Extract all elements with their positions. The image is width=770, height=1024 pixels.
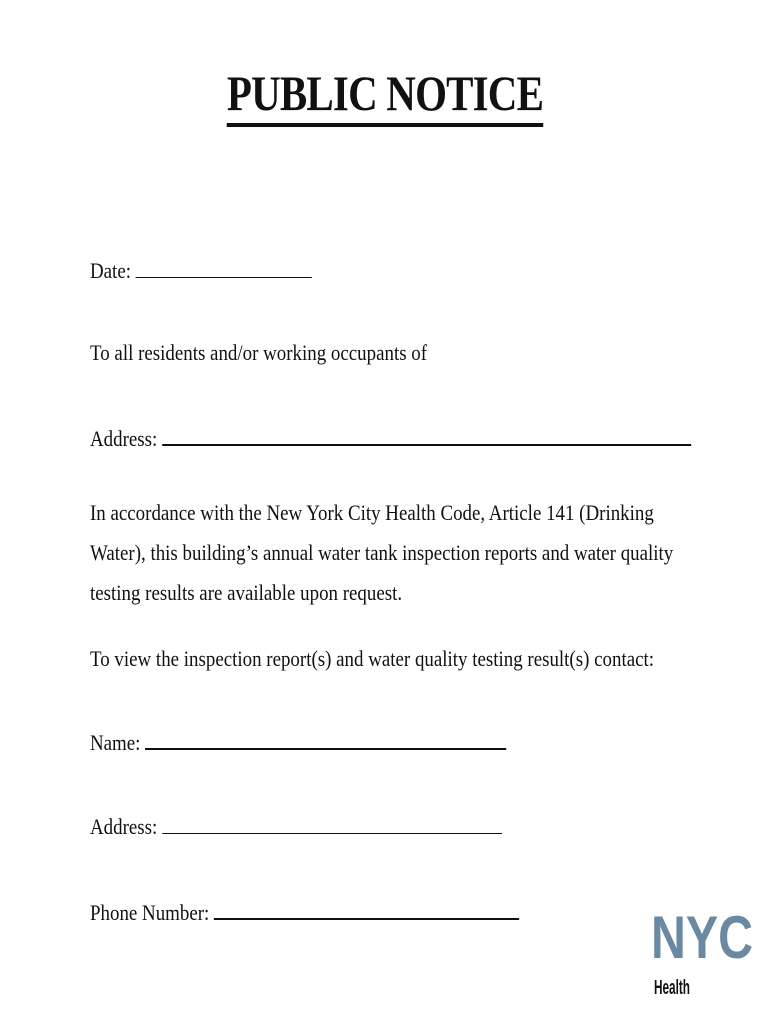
recipient-line: To all residents and/or working occupants of [90,340,428,365]
contact-phone-blank-line [214,917,519,920]
body-paragraph: In accordance with the New York City Health Code, Article 141 (Drinking Water), this building’s annual water tank inspection reports and water quality testing results are available upon request. [90,500,674,605]
logo-sub-text: Health [654,977,690,999]
date-blank-line [136,276,312,278]
nyc-health-logo [651,866,756,999]
address-blank-line [162,443,691,446]
contact-name-row [90,730,506,756]
contact-address-row [90,814,502,840]
address-row [90,426,691,452]
contact-name-label: Name: [90,730,141,755]
address-label: Address: [90,426,158,451]
notice-title [69,64,700,122]
contact-name-blank-line [145,747,506,750]
contact-address-label: Address: [90,814,158,839]
date-label: Date: [90,258,131,283]
contact-intro: To view the inspection report(s) and water quality testing result(s) contact: [90,646,655,671]
contact-phone-row [90,900,519,926]
notice-title-text: PUBLIC NOTICE [227,65,543,127]
contact-address-blank-line [162,832,502,834]
date-row [90,258,312,284]
logo-main-text: NYC [651,904,753,971]
contact-phone-label: Phone Number: [90,900,210,925]
